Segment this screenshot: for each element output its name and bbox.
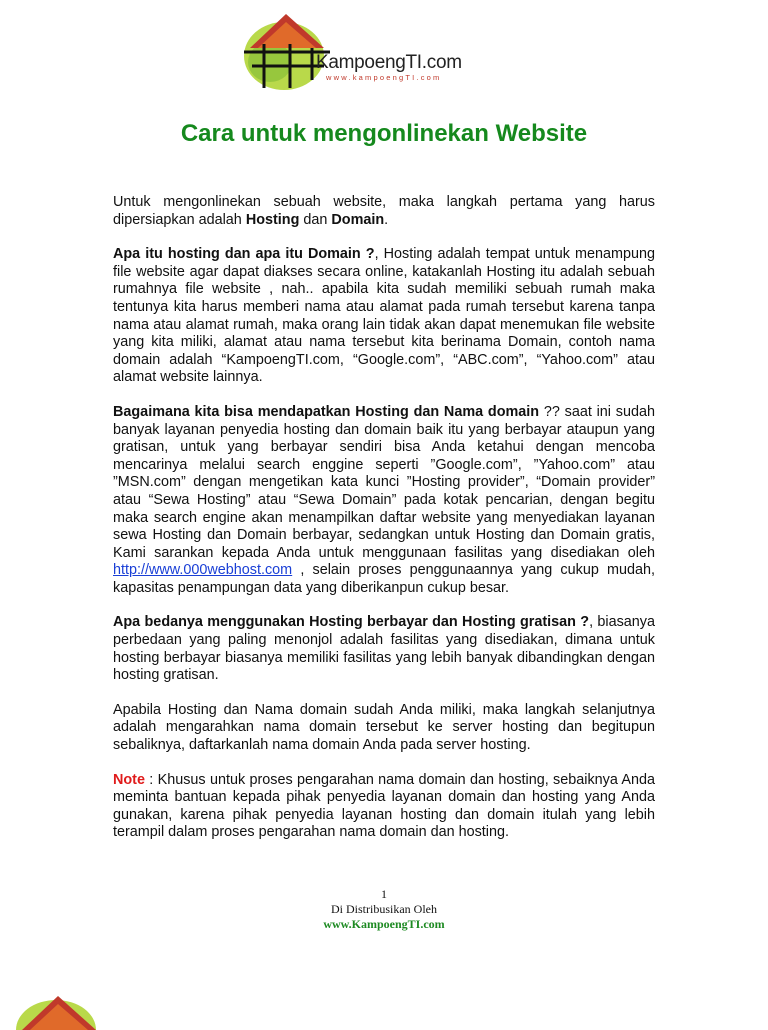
paragraph-difference [113, 614, 655, 684]
bold-term: Hosting [245, 211, 300, 228]
webhost-link[interactable]: http://www.000webhost.com [113, 562, 293, 579]
text: ?? saat ini sudah banyak layanan penyedia hosting dan domain baik itu yang berbayar ataupun yang gratisan, untuk yang berbayar sendiri bisa Anda ketahui dengan mencoba mencarinya melalui search enggine seperti ”Google.com”, ”Yahoo.com” atau ”MSN.com” dengan mengetikan kata kunci ”Hosting provider”, “Domain provider” atau “Sewa Hosting” atau “Sewa Domain” pada kotak pencarian, dengan begitu maka search engine akan menampilkan daftar website yang menyediakan layanan sewa Hosting dan Domain berbayar, sedangkan untuk Hosting dan Domain gratis, Kami sarankan kepada Anda untuk menggunaan fasilitas yang disediakan oleh [113, 403, 655, 561]
question-heading: Bagaimana kita bisa mendapatkan Hosting dan Nama domain [113, 403, 540, 420]
page-footer [0, 887, 768, 932]
footer-site: www.KampoengTI.com [323, 917, 445, 931]
house-logo-icon [12, 990, 102, 1030]
text: Untuk mengonlinekan sebuah website, maka langkah pertama yang harus dipersiapkan adalah [113, 194, 655, 228]
question-heading: Apa bedanya menggunakan Hosting berbayar dan Hosting gratisan ? [113, 614, 590, 631]
logo-name: KampoengTI.com [316, 52, 462, 73]
text: . [384, 211, 389, 228]
article-body [113, 194, 655, 859]
text: Apabila Hosting dan Nama domain sudah Anda miliki, maka langkah selanjutnya adalah mengarahkan nama domain tersebut ke server hosting dan begitupun sebaliknya, daftarkanlah nama domain Anda pada server hosting. [113, 701, 655, 754]
text: : Khusus untuk proses pengarahan nama domain dan hosting, sebaiknya Anda meminta bantuan kepada pihak penyedia layanan domain dan hosting yang Anda gunakan, karena pihak penyedia layanan hosting dan domain itulah yang lebih terampil dalam proses pengarahan nama domain dan hosting. [113, 771, 655, 841]
paragraph-intro [113, 194, 655, 229]
paragraph-next-step [113, 702, 655, 755]
text: , Hosting adalah tempat untuk menampung file website agar dapat diakses secara online, katakanlah Hosting itu adalah sebuah rumahnya file website , nah.. apabila kita sudah memiliki sebuah rumah maka tentunya kita harus memberi nama atau alamat pada rumah tersebut karena tanpa nama atau alamat rumah, maka orang lain tidak akan dapat menemukan file website yang kita miliki, alamat atau nama tersebut kita berinama Domain, contoh nama domain adalah “KampoengTI.com, “Google.com”, “ABC.com”, “Yahoo.com” atau alamat website lainnya. [113, 246, 655, 386]
text: , biasanya perbedaan yang paling menonjol adalah fasilitas yang disediakan, dimana untuk hosting berbayar biasanya memiliki fasilitas yang lebih banyak dibandingkan dengan hosting gratisan. [113, 614, 655, 684]
note-label: Note [113, 771, 145, 788]
text: , selain proses penggunaannya yang cukup mudah, kapasitas penampungan data yang diberikanpun cukup besar. [113, 562, 655, 596]
logo-url: www.kampoengTI.com [326, 73, 442, 82]
page-number: 1 [381, 887, 387, 901]
paragraph-definition [113, 246, 655, 387]
paragraph-how-to-get [113, 404, 655, 598]
paragraph-note [113, 772, 655, 842]
bold-term: Domain [331, 211, 385, 228]
text: dan [299, 211, 332, 228]
page-title: Cara untuk mengonlinekan Website [180, 120, 588, 147]
question-heading: Apa itu hosting dan apa itu Domain ? [113, 246, 375, 263]
distributed-by: Di Distribusikan Oleh [331, 902, 437, 916]
